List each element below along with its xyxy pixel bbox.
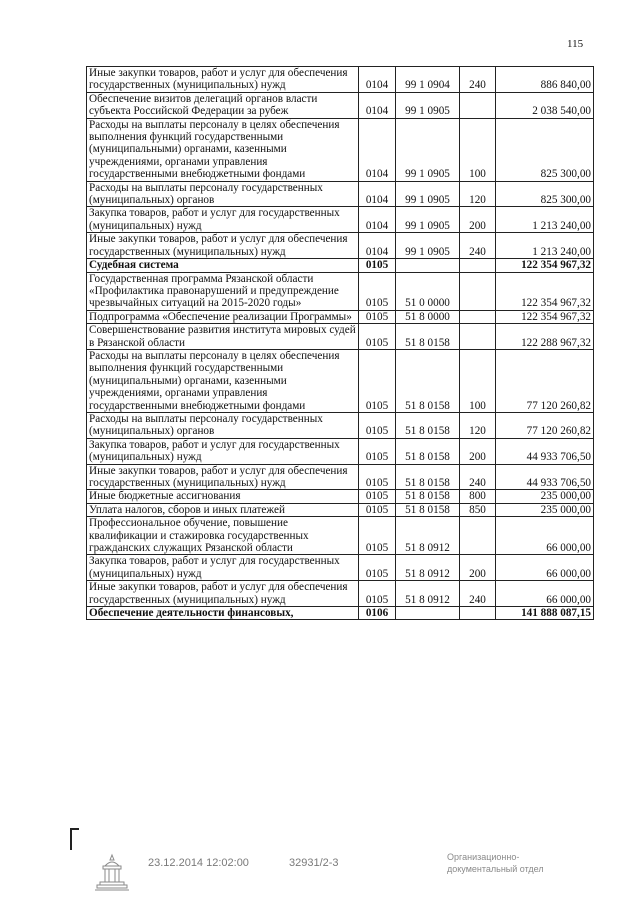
table-row — [87, 181, 594, 207]
section-code-cell: 0105 — [359, 464, 396, 490]
expense-kind-cell: 100 — [460, 349, 496, 412]
table-row — [87, 555, 594, 581]
table-row — [87, 67, 594, 93]
expense-kind-cell: 850 — [460, 503, 496, 516]
table-row — [87, 233, 594, 259]
amount-cell: 122 354 967,32 — [496, 310, 594, 323]
expense-name-cell: Расходы на выплаты персоналу государственных (муниципальных) органов — [87, 412, 359, 438]
target-article-cell: 99 1 0905 — [396, 207, 460, 233]
expense-kind-cell — [460, 310, 496, 323]
amount-cell: 77 120 260,82 — [496, 349, 594, 412]
section-code-cell: 0105 — [359, 272, 396, 310]
target-article-cell: 51 8 0912 — [396, 517, 460, 555]
corner-bracket — [70, 828, 79, 850]
amount-cell: 44 933 706,50 — [496, 438, 594, 464]
stamp-registration-number: 32931/2-3 — [289, 857, 339, 869]
section-code-cell: 0105 — [359, 349, 396, 412]
table-row — [87, 207, 594, 233]
section-code-cell: 0105 — [359, 324, 396, 350]
expense-name-cell: Уплата налогов, сборов и иных платежей — [87, 503, 359, 516]
building-crest-icon — [92, 852, 132, 897]
expense-kind-cell: 240 — [460, 464, 496, 490]
target-article-cell: 99 1 0905 — [396, 92, 460, 118]
expense-name-cell: Судебная система — [87, 259, 359, 272]
target-article-cell: 51 8 0000 — [396, 310, 460, 323]
table-row — [87, 259, 594, 272]
expense-kind-cell — [460, 259, 496, 272]
section-code-cell: 0105 — [359, 438, 396, 464]
section-code-cell: 0105 — [359, 490, 396, 503]
amount-cell: 235 000,00 — [496, 503, 594, 516]
target-article-cell: 51 0 0000 — [396, 272, 460, 310]
section-code-cell: 0104 — [359, 181, 396, 207]
table-row — [87, 324, 594, 350]
expense-name-cell: Иные закупки товаров, работ и услуг для обеспечения государственных (муниципальных) нужд — [87, 581, 359, 607]
table-row — [87, 581, 594, 607]
amount-cell: 66 000,00 — [496, 555, 594, 581]
section-code-cell: 0105 — [359, 517, 396, 555]
section-code-cell: 0105 — [359, 555, 396, 581]
table-row — [87, 490, 594, 503]
target-article-cell: 51 8 0158 — [396, 412, 460, 438]
target-article-cell: 51 8 0158 — [396, 324, 460, 350]
target-article-cell: 99 1 0905 — [396, 233, 460, 259]
target-article-cell: 51 8 0158 — [396, 503, 460, 516]
expense-name-cell: Закупка товаров, работ и услуг для государственных (муниципальных) нужд — [87, 207, 359, 233]
table-row — [87, 118, 594, 181]
expense-name-cell: Расходы на выплаты персоналу в целях обеспечения выполнения функций государственными (муниципальными) органами, казенными учреждениями, органами управления государственными внебюджетными фондами — [87, 118, 359, 181]
amount-cell: 66 000,00 — [496, 517, 594, 555]
amount-cell: 2 038 540,00 — [496, 92, 594, 118]
table-row — [87, 272, 594, 310]
table-row — [87, 503, 594, 516]
section-code-cell: 0106 — [359, 607, 396, 620]
amount-cell: 235 000,00 — [496, 490, 594, 503]
expense-name-cell: Иные закупки товаров, работ и услуг для обеспечения государственных (муниципальных) нужд — [87, 233, 359, 259]
target-article-cell: 51 8 0912 — [396, 581, 460, 607]
table-row — [87, 349, 594, 412]
target-article-cell: 51 8 0158 — [396, 349, 460, 412]
expense-name-cell: Обеспечение визитов делегаций органов власти субъекта Российской Федерации за рубеж — [87, 92, 359, 118]
expense-kind-cell: 240 — [460, 581, 496, 607]
expense-name-cell: Совершенствование развития института мировых судей в Рязанской области — [87, 324, 359, 350]
stamp-department-line1: Организационно- — [447, 852, 520, 862]
target-article-cell: 51 8 0158 — [396, 490, 460, 503]
expense-kind-cell: 120 — [460, 412, 496, 438]
amount-cell: 122 288 967,32 — [496, 324, 594, 350]
expense-name-cell: Обеспечение деятельности финансовых, — [87, 607, 359, 620]
amount-cell: 66 000,00 — [496, 581, 594, 607]
amount-cell: 825 300,00 — [496, 181, 594, 207]
expense-name-cell: Иные бюджетные ассигнования — [87, 490, 359, 503]
expense-kind-cell: 800 — [460, 490, 496, 503]
expense-kind-cell: 200 — [460, 555, 496, 581]
section-code-cell: 0104 — [359, 207, 396, 233]
budget-table-body — [87, 67, 594, 620]
target-article-cell: 99 1 0905 — [396, 181, 460, 207]
section-code-cell: 0105 — [359, 503, 396, 516]
amount-cell: 886 840,00 — [496, 67, 594, 93]
expense-kind-cell: 120 — [460, 181, 496, 207]
target-article-cell: 99 1 0905 — [396, 118, 460, 181]
amount-cell: 141 888 087,15 — [496, 607, 594, 620]
section-code-cell: 0105 — [359, 310, 396, 323]
expense-kind-cell: 100 — [460, 118, 496, 181]
expense-name-cell: Расходы на выплаты персоналу в целях обеспечения выполнения функций государственными (муниципальными) органами, казенными учреждениями, органами управления государственными внебюджетными фондами — [87, 349, 359, 412]
amount-cell: 825 300,00 — [496, 118, 594, 181]
expense-kind-cell — [460, 92, 496, 118]
expense-kind-cell: 240 — [460, 233, 496, 259]
section-code-cell: 0104 — [359, 67, 396, 93]
amount-cell: 1 213 240,00 — [496, 207, 594, 233]
expense-kind-cell — [460, 607, 496, 620]
table-row — [87, 464, 594, 490]
section-code-cell: 0105 — [359, 412, 396, 438]
target-article-cell — [396, 259, 460, 272]
section-code-cell: 0104 — [359, 92, 396, 118]
amount-cell: 122 354 967,32 — [496, 272, 594, 310]
expense-name-cell: Закупка товаров, работ и услуг для государственных (муниципальных) нужд — [87, 555, 359, 581]
amount-cell: 122 354 967,32 — [496, 259, 594, 272]
table-row — [87, 517, 594, 555]
expense-kind-cell: 200 — [460, 438, 496, 464]
page-number: 115 — [567, 38, 584, 50]
amount-cell: 1 213 240,00 — [496, 233, 594, 259]
target-article-cell: 51 8 0158 — [396, 464, 460, 490]
target-article-cell: 51 8 0912 — [396, 555, 460, 581]
expense-name-cell: Иные закупки товаров, работ и услуг для обеспечения государственных (муниципальных) нужд — [87, 67, 359, 93]
expense-name-cell: Иные закупки товаров, работ и услуг для обеспечения государственных (муниципальных) нужд — [87, 464, 359, 490]
section-code-cell: 0105 — [359, 581, 396, 607]
table-row — [87, 412, 594, 438]
expense-name-cell: Закупка товаров, работ и услуг для государственных (муниципальных) нужд — [87, 438, 359, 464]
section-code-cell: 0104 — [359, 118, 396, 181]
target-article-cell: 99 1 0904 — [396, 67, 460, 93]
amount-cell: 44 933 706,50 — [496, 464, 594, 490]
expense-kind-cell — [460, 517, 496, 555]
amount-cell: 77 120 260,82 — [496, 412, 594, 438]
target-article-cell — [396, 607, 460, 620]
section-code-cell: 0105 — [359, 259, 396, 272]
expense-kind-cell — [460, 324, 496, 350]
expense-name-cell: Расходы на выплаты персоналу государственных (муниципальных) органов — [87, 181, 359, 207]
budget-table — [86, 66, 594, 620]
expense-kind-cell: 200 — [460, 207, 496, 233]
stamp-datetime: 23.12.2014 12:02:00 — [148, 857, 249, 869]
expense-kind-cell: 240 — [460, 67, 496, 93]
stamp-department-line2: документальный отдел — [447, 864, 544, 874]
expense-kind-cell — [460, 272, 496, 310]
target-article-cell: 51 8 0158 — [396, 438, 460, 464]
table-row — [87, 438, 594, 464]
section-code-cell: 0104 — [359, 233, 396, 259]
stamp-department — [447, 851, 544, 875]
table-row — [87, 310, 594, 323]
expense-name-cell: Подпрограмма «Обеспечение реализации Программы» — [87, 310, 359, 323]
table-row — [87, 92, 594, 118]
table-row — [87, 607, 594, 620]
expense-name-cell: Профессиональное обучение, повышение квалификации и стажировка государственных гражданских служащих Рязанской области — [87, 517, 359, 555]
expense-name-cell: Государственная программа Рязанской области «Профилактика правонарушений и предупреждение чрезвычайных ситуаций на 2015-2020 годы» — [87, 272, 359, 310]
